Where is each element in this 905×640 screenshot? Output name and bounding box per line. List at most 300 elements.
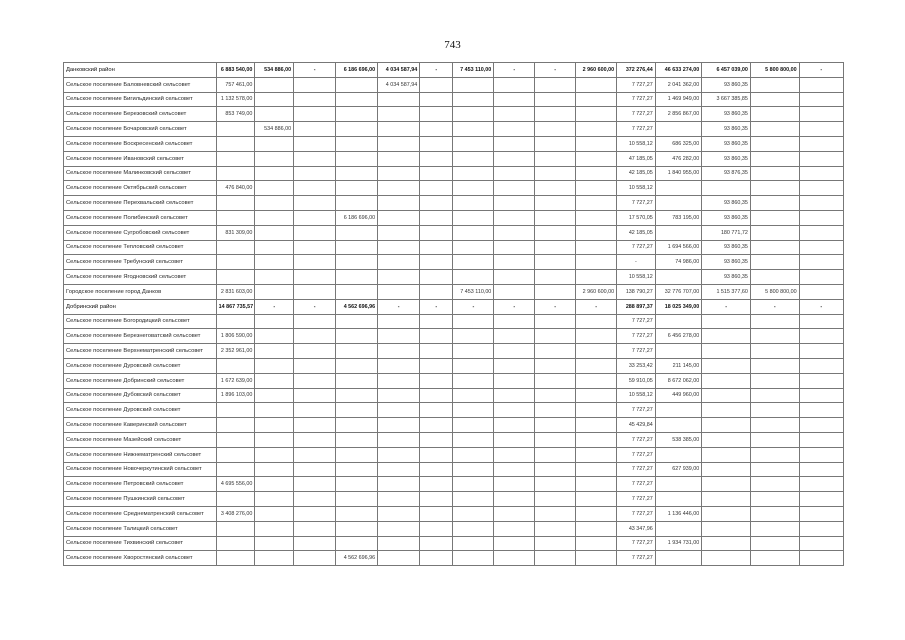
value-cell (216, 240, 255, 255)
table-row (64, 314, 844, 329)
value-cell (216, 447, 255, 462)
value-cell (494, 210, 535, 225)
value-cell (294, 447, 336, 462)
value-cell (799, 284, 843, 299)
value-cell (255, 358, 294, 373)
value-cell: - (702, 299, 751, 314)
value-cell (453, 418, 494, 433)
table-row (64, 329, 844, 344)
value-cell: 18 025 349,00 (655, 299, 701, 314)
value-cell: 534 886,00 (255, 122, 294, 137)
value-cell: 5 800 800,00 (750, 284, 799, 299)
value-cell (535, 122, 576, 137)
value-cell (453, 122, 494, 137)
value-cell (255, 447, 294, 462)
value-cell (576, 136, 617, 151)
value-cell (494, 329, 535, 344)
row-name-cell: Сельское поселение Малинковский сельсовет (64, 166, 217, 181)
row-name-cell: Сельское поселение Березовский сельсовет (64, 107, 217, 122)
value-cell (453, 388, 494, 403)
value-cell (655, 521, 701, 536)
value-cell (702, 373, 751, 388)
value-cell (378, 358, 420, 373)
value-cell (378, 151, 420, 166)
value-cell (702, 388, 751, 403)
value-cell: 7 727,27 (617, 447, 656, 462)
value-cell (216, 151, 255, 166)
value-cell (494, 77, 535, 92)
value-cell (378, 403, 420, 418)
value-cell (576, 77, 617, 92)
value-cell (655, 270, 701, 285)
value-cell (294, 255, 336, 270)
value-cell (576, 462, 617, 477)
value-cell (294, 492, 336, 507)
value-cell (294, 506, 336, 521)
value-cell (336, 373, 378, 388)
value-cell (494, 477, 535, 492)
value-cell (420, 418, 453, 433)
value-cell (336, 284, 378, 299)
value-cell (750, 477, 799, 492)
value-cell (336, 477, 378, 492)
table-row (64, 447, 844, 462)
value-cell (255, 418, 294, 433)
value-cell (216, 166, 255, 181)
district-row (64, 299, 844, 314)
value-cell (294, 418, 336, 433)
value-cell (216, 521, 255, 536)
value-cell (294, 196, 336, 211)
value-cell (535, 536, 576, 551)
value-cell (799, 447, 843, 462)
value-cell (336, 181, 378, 196)
value-cell (655, 181, 701, 196)
value-cell (453, 329, 494, 344)
table-row (64, 196, 844, 211)
value-cell (494, 521, 535, 536)
value-cell (420, 136, 453, 151)
value-cell (216, 462, 255, 477)
value-cell (535, 92, 576, 107)
value-cell (294, 122, 336, 137)
value-cell (494, 122, 535, 137)
value-cell (294, 270, 336, 285)
value-cell (576, 536, 617, 551)
row-name-cell: Сельское поселение Петровский сельсовет (64, 477, 217, 492)
value-cell (799, 240, 843, 255)
value-cell: 2 856 867,00 (655, 107, 701, 122)
value-cell (378, 506, 420, 521)
value-cell: 93 860,35 (702, 122, 751, 137)
row-name-cell: Сельское поселение Перехвальский сельсовет (64, 196, 217, 211)
value-cell (453, 225, 494, 240)
value-cell (750, 418, 799, 433)
value-cell (336, 92, 378, 107)
value-cell (576, 151, 617, 166)
value-cell (494, 462, 535, 477)
value-cell (799, 358, 843, 373)
value-cell (535, 477, 576, 492)
value-cell (655, 196, 701, 211)
value-cell (535, 373, 576, 388)
value-cell (702, 521, 751, 536)
value-cell (535, 447, 576, 462)
row-name-cell: Сельское поселение Тихвинский сельсовет (64, 536, 217, 551)
value-cell (420, 270, 453, 285)
value-cell (420, 122, 453, 137)
value-cell (378, 92, 420, 107)
value-cell: - (617, 255, 656, 270)
row-name-cell: Сельское поселение Октябрьский сельсовет (64, 181, 217, 196)
value-cell (336, 196, 378, 211)
value-cell: 7 727,27 (617, 492, 656, 507)
row-name-cell: Сельское поселение Бочаровский сельсовет (64, 122, 217, 137)
value-cell (576, 240, 617, 255)
value-cell (336, 240, 378, 255)
value-cell: 2 831 603,00 (216, 284, 255, 299)
value-cell (750, 492, 799, 507)
value-cell (378, 521, 420, 536)
table-row (64, 255, 844, 270)
value-cell (420, 447, 453, 462)
table-row (64, 240, 844, 255)
value-cell: 686 325,00 (655, 136, 701, 151)
value-cell (255, 329, 294, 344)
table-row (64, 432, 844, 447)
value-cell (750, 388, 799, 403)
value-cell (702, 536, 751, 551)
value-cell (255, 210, 294, 225)
value-cell (750, 403, 799, 418)
value-cell (378, 432, 420, 447)
value-cell (799, 270, 843, 285)
value-cell (535, 196, 576, 211)
value-cell (799, 255, 843, 270)
value-cell (576, 358, 617, 373)
value-cell (535, 270, 576, 285)
value-cell: 10 558,12 (617, 270, 656, 285)
row-name-cell: Добринский район (64, 299, 217, 314)
value-cell (750, 536, 799, 551)
value-cell (336, 388, 378, 403)
value-cell: 7 727,27 (617, 551, 656, 566)
value-cell (453, 536, 494, 551)
value-cell: 853 749,00 (216, 107, 255, 122)
value-cell: 1 672 639,00 (216, 373, 255, 388)
value-cell (378, 166, 420, 181)
value-cell (336, 492, 378, 507)
value-cell (255, 92, 294, 107)
value-cell: 627 939,00 (655, 462, 701, 477)
value-cell (294, 432, 336, 447)
value-cell (420, 536, 453, 551)
value-cell (378, 107, 420, 122)
value-cell (294, 521, 336, 536)
value-cell (799, 329, 843, 344)
value-cell (799, 521, 843, 536)
value-cell (420, 344, 453, 359)
value-cell: 534 886,00 (255, 63, 294, 78)
value-cell (294, 240, 336, 255)
value-cell (494, 536, 535, 551)
row-name-cell: Сельское поселение Требунский сельсовет (64, 255, 217, 270)
value-cell (420, 240, 453, 255)
row-name-cell: Сельское поселение Новочеркутинский сельсовет (64, 462, 217, 477)
value-cell (576, 329, 617, 344)
row-name-cell: Сельское поселение Богородицкий сельсовет (64, 314, 217, 329)
value-cell: - (576, 299, 617, 314)
value-cell (420, 373, 453, 388)
value-cell: 6 883 540,00 (216, 63, 255, 78)
value-cell: 43 347,96 (617, 521, 656, 536)
value-cell (576, 403, 617, 418)
value-cell (294, 388, 336, 403)
value-cell (535, 462, 576, 477)
value-cell: - (420, 63, 453, 78)
value-cell (576, 506, 617, 521)
value-cell (336, 462, 378, 477)
value-cell (494, 418, 535, 433)
value-cell: 7 727,27 (617, 122, 656, 137)
row-name-cell: Сельское поселение Тепловский сельсовет (64, 240, 217, 255)
table-row (64, 388, 844, 403)
value-cell: 476 840,00 (216, 181, 255, 196)
value-cell: 538 385,00 (655, 432, 701, 447)
value-cell (255, 492, 294, 507)
value-cell (216, 210, 255, 225)
value-cell (453, 270, 494, 285)
value-cell (750, 551, 799, 566)
value-cell (535, 284, 576, 299)
value-cell (655, 447, 701, 462)
value-cell (576, 447, 617, 462)
value-cell (535, 432, 576, 447)
value-cell (294, 551, 336, 566)
table-row (64, 492, 844, 507)
row-name-cell: Сельское поселение Мазейский сельсовет (64, 432, 217, 447)
value-cell: 7 727,27 (617, 329, 656, 344)
value-cell (494, 403, 535, 418)
value-cell (750, 358, 799, 373)
value-cell (420, 388, 453, 403)
value-cell (576, 166, 617, 181)
value-cell (750, 240, 799, 255)
value-cell (453, 521, 494, 536)
value-cell (535, 388, 576, 403)
value-cell (702, 403, 751, 418)
value-cell: 10 558,12 (617, 181, 656, 196)
row-name-cell: Сельское поселение Воскресенский сельсовет (64, 136, 217, 151)
value-cell (216, 358, 255, 373)
value-cell (494, 92, 535, 107)
value-cell (294, 462, 336, 477)
value-cell: - (494, 299, 535, 314)
value-cell (420, 477, 453, 492)
value-cell (420, 432, 453, 447)
value-cell (535, 403, 576, 418)
value-cell (535, 107, 576, 122)
value-cell: 1 694 566,00 (655, 240, 701, 255)
value-cell (294, 181, 336, 196)
row-name-cell: Сельское поселение Березнеговатский сельсовет (64, 329, 217, 344)
value-cell (255, 284, 294, 299)
value-cell (750, 432, 799, 447)
value-cell (378, 388, 420, 403)
value-cell: - (750, 299, 799, 314)
value-cell (336, 107, 378, 122)
value-cell: 32 776 707,00 (655, 284, 701, 299)
value-cell (453, 92, 494, 107)
value-cell (702, 418, 751, 433)
value-cell (453, 432, 494, 447)
value-cell (336, 403, 378, 418)
value-cell: 6 457 039,00 (702, 63, 751, 78)
value-cell (453, 403, 494, 418)
value-cell (294, 92, 336, 107)
value-cell (494, 447, 535, 462)
value-cell (576, 492, 617, 507)
value-cell (655, 122, 701, 137)
value-cell: 7 727,27 (617, 240, 656, 255)
value-cell (420, 77, 453, 92)
value-cell: - (294, 299, 336, 314)
value-cell (294, 344, 336, 359)
value-cell (576, 314, 617, 329)
value-cell (494, 196, 535, 211)
value-cell (799, 210, 843, 225)
value-cell (378, 329, 420, 344)
value-cell: - (535, 299, 576, 314)
value-cell: 93 876,35 (702, 166, 751, 181)
value-cell: 93 860,35 (702, 151, 751, 166)
table-row (64, 284, 844, 299)
value-cell: 7 727,27 (617, 477, 656, 492)
value-cell: 7 727,27 (617, 506, 656, 521)
table-row (64, 358, 844, 373)
value-cell (576, 432, 617, 447)
value-cell (336, 344, 378, 359)
value-cell (576, 344, 617, 359)
value-cell (494, 136, 535, 151)
value-cell: 3 667 385,85 (702, 92, 751, 107)
value-cell (494, 151, 535, 166)
value-cell: 93 860,35 (702, 210, 751, 225)
table-row (64, 92, 844, 107)
table-row (64, 373, 844, 388)
row-name-cell: Сельское поселение Дуровский сельсовет (64, 358, 217, 373)
value-cell (378, 122, 420, 137)
value-cell (216, 122, 255, 137)
value-cell: - (453, 299, 494, 314)
value-cell (494, 270, 535, 285)
value-cell (378, 492, 420, 507)
value-cell (453, 477, 494, 492)
value-cell (494, 388, 535, 403)
value-cell: 783 195,00 (655, 210, 701, 225)
value-cell: 93 860,35 (702, 136, 751, 151)
value-cell (750, 136, 799, 151)
row-name-cell: Сельское поселение Сугробовский сельсовет (64, 225, 217, 240)
value-cell (453, 551, 494, 566)
value-cell (255, 388, 294, 403)
value-cell (420, 166, 453, 181)
value-cell (576, 521, 617, 536)
value-cell (750, 344, 799, 359)
value-cell (702, 492, 751, 507)
value-cell: 4 034 587,94 (378, 77, 420, 92)
value-cell (453, 240, 494, 255)
value-cell (799, 418, 843, 433)
value-cell (294, 107, 336, 122)
value-cell (702, 314, 751, 329)
budget-table (63, 62, 844, 566)
value-cell (576, 196, 617, 211)
value-cell (535, 344, 576, 359)
value-cell (799, 403, 843, 418)
value-cell: 1 136 446,00 (655, 506, 701, 521)
value-cell: - (799, 63, 843, 78)
table-row (64, 107, 844, 122)
value-cell (453, 462, 494, 477)
value-cell (378, 314, 420, 329)
value-cell: 5 800 800,00 (750, 63, 799, 78)
value-cell: 7 453 110,00 (453, 63, 494, 78)
value-cell: 449 960,00 (655, 388, 701, 403)
value-cell (378, 477, 420, 492)
value-cell (255, 107, 294, 122)
value-cell (420, 506, 453, 521)
row-name-cell: Сельское поселение Нижнематренский сельсовет (64, 447, 217, 462)
value-cell (535, 77, 576, 92)
value-cell: 211 145,00 (655, 358, 701, 373)
value-cell: 7 727,27 (617, 196, 656, 211)
value-cell (216, 551, 255, 566)
value-cell (294, 166, 336, 181)
value-cell: 831 309,00 (216, 225, 255, 240)
value-cell (255, 181, 294, 196)
value-cell (702, 329, 751, 344)
value-cell (655, 314, 701, 329)
table-row (64, 403, 844, 418)
value-cell (420, 255, 453, 270)
value-cell: 7 727,27 (617, 314, 656, 329)
value-cell: 7 727,27 (617, 107, 656, 122)
value-cell: 4 695 556,00 (216, 477, 255, 492)
value-cell (294, 403, 336, 418)
value-cell (420, 521, 453, 536)
value-cell (453, 107, 494, 122)
value-cell: 7 453 110,00 (453, 284, 494, 299)
value-cell: 476 282,00 (655, 151, 701, 166)
value-cell (255, 255, 294, 270)
value-cell (255, 373, 294, 388)
value-cell (255, 314, 294, 329)
value-cell (535, 492, 576, 507)
value-cell (799, 462, 843, 477)
value-cell (535, 521, 576, 536)
value-cell (535, 151, 576, 166)
value-cell (294, 151, 336, 166)
value-cell: 46 633 274,00 (655, 63, 701, 78)
value-cell (799, 551, 843, 566)
value-cell (216, 536, 255, 551)
value-cell (799, 477, 843, 492)
value-cell (294, 210, 336, 225)
value-cell (378, 240, 420, 255)
value-cell: 8 672 062,00 (655, 373, 701, 388)
value-cell (336, 506, 378, 521)
